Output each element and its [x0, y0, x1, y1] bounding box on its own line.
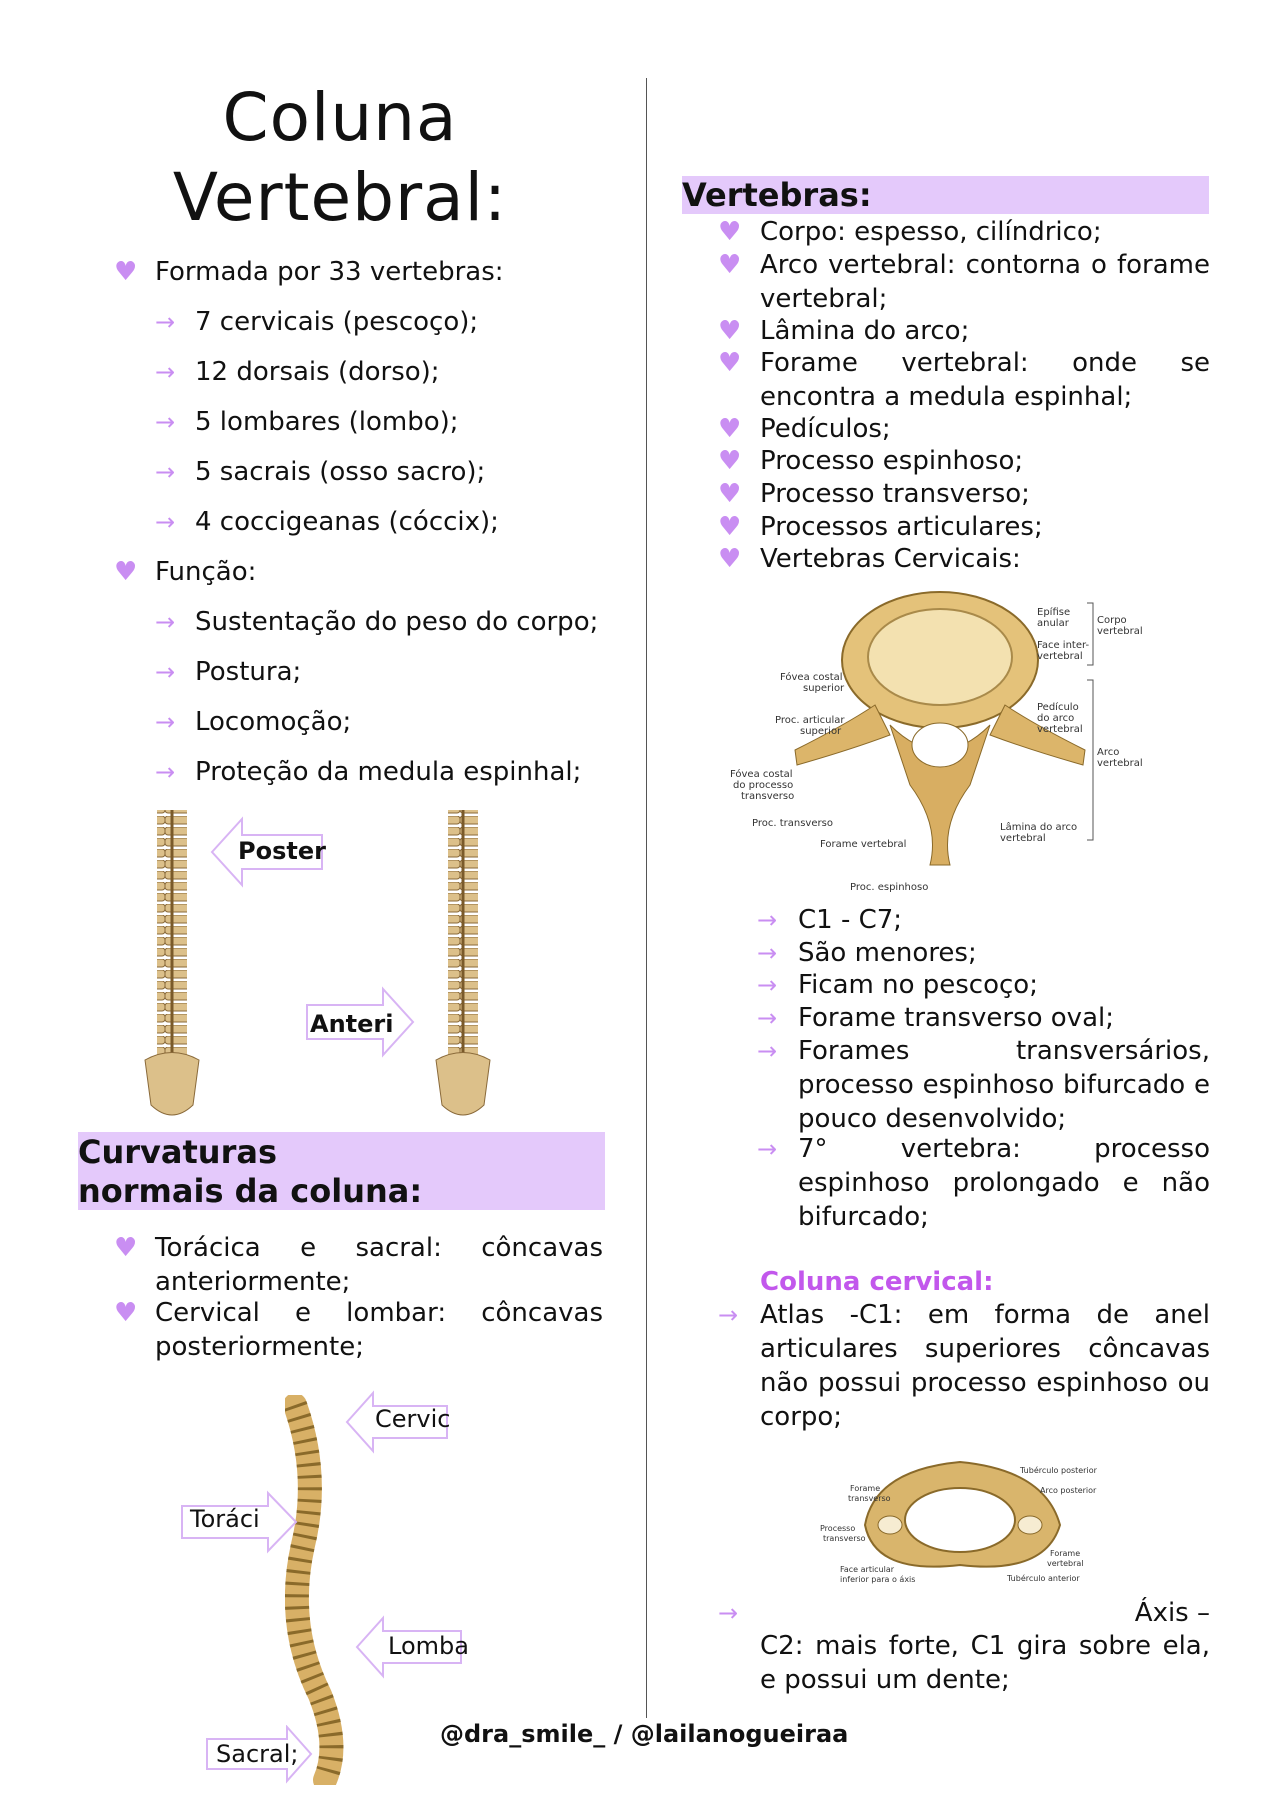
label-epifise: Epífise [1037, 607, 1071, 618]
list-item: Processos articulares; [760, 512, 1043, 542]
arrow-icon: → [757, 1004, 778, 1032]
label-do-arco: do arco [1037, 713, 1075, 724]
list-item: Arco vertebral: contorna o forame vertebral; [760, 250, 1210, 314]
label-processo: Processo [820, 1524, 856, 1533]
heart-icon: ♥ [718, 217, 742, 247]
heart-icon: ♥ [718, 348, 742, 378]
label-corpo-vertebral: vertebral [1097, 626, 1143, 637]
label-tuberculo-posterior: Tubérculo posterior [1020, 1466, 1097, 1475]
vertebras-header: Vertebras: [682, 176, 1209, 214]
formada-text: Formada por 33 vertebras: [155, 257, 504, 287]
arrow-icon: → [155, 508, 176, 536]
label-arco: Arco [1097, 747, 1120, 758]
arrow-icon: → [757, 906, 778, 934]
label-tuberculo-anterior: Tubérculo anterior [1007, 1574, 1080, 1583]
heart-icon: ♥ [114, 257, 138, 287]
label-processo-transverso: transverso [823, 1534, 866, 1543]
label-proc-articular: Proc. articular [775, 715, 845, 726]
list-item: 7° vertebra: processo espinhoso prolongado e não bifurcado; [798, 1134, 1210, 1232]
label-forame-v: Forame [1050, 1549, 1081, 1558]
label-do-processo: do processo [733, 780, 794, 791]
arrow-icon: → [155, 358, 176, 386]
heart-icon: ♥ [114, 1298, 138, 1328]
label-face-articular: Face articular [840, 1565, 895, 1574]
anteri-label: Anteri [310, 1010, 394, 1038]
arrow-icon: → [155, 758, 176, 786]
arrow-icon: → [757, 1135, 778, 1163]
label-forame: Forame [850, 1484, 881, 1493]
label-pediculo-vertebral: vertebral [1037, 724, 1083, 735]
list-item: Torácica e sacral: côncavas anteriormente; [155, 1233, 603, 1297]
vertebra-figure [725, 585, 1165, 905]
axis-title: Áxis – [1134, 1598, 1210, 1628]
arrow-icon: → [155, 458, 176, 486]
list-item: 5 lombares (lombo); [195, 407, 459, 437]
heart-icon: ♥ [718, 479, 742, 509]
list-item: São menores; [798, 938, 977, 968]
list-item: C1 - C7; [798, 905, 903, 935]
heart-icon: ♥ [718, 414, 742, 444]
list-item: Processo transverso; [760, 479, 1030, 509]
list-item: 12 dorsais (dorso); [195, 357, 440, 387]
atlas-figure [815, 1450, 1115, 1590]
list-item: Forame vertebral: onde se encontra a medula espinhal; [760, 348, 1210, 412]
label-face-inter: Face inter- [1037, 640, 1090, 651]
label-transverso: transverso [741, 791, 795, 802]
heart-icon: ♥ [718, 316, 742, 346]
list-item: Pedículos; [760, 414, 891, 444]
coluna-cervical-header: Coluna cervical: [760, 1267, 994, 1297]
heart-icon: ♥ [718, 250, 742, 280]
list-item: Ficam no pescoço; [798, 970, 1038, 1000]
label-anular: anular [1037, 618, 1069, 629]
curvaturas-header: Curvaturas normais da coluna: [78, 1132, 605, 1210]
label-vertebral: vertebral [1037, 651, 1083, 662]
page-title: Coluna Vertebral: [172, 79, 508, 236]
arrow-icon: → [155, 708, 176, 736]
list-item: Forame transverso oval; [798, 1003, 1114, 1033]
label-forame-vertebral: Forame vertebral [820, 839, 907, 850]
list-item: 7 cervicais (pescoço); [195, 307, 479, 337]
footer-credits: @dra_smile_ / @lailanogueiraa [440, 1720, 849, 1748]
label-fovea-costal: Fóvea costal [780, 672, 843, 683]
list-item: Vertebras Cervicais: [760, 544, 1021, 574]
label-proc-superior: superior [800, 726, 842, 737]
arrow-icon: → [757, 939, 778, 967]
arrow-icon: → [757, 1037, 778, 1065]
label-proc-espinhoso: Proc. espinhoso [850, 882, 929, 893]
toraci-label: Toráci [190, 1505, 260, 1533]
arrow-icon: → [718, 1599, 739, 1627]
arrow-icon: → [155, 658, 176, 686]
column-divider [646, 78, 647, 1718]
list-item: Lâmina do arco; [760, 316, 970, 346]
list-item: Postura; [195, 657, 302, 687]
heart-icon: ♥ [718, 512, 742, 542]
list-item: Sustentação do peso do corpo; [195, 607, 599, 637]
label-transverso: transverso [848, 1494, 891, 1503]
arrow-icon: → [718, 1301, 739, 1329]
lomba-label: Lomba [388, 1632, 469, 1660]
list-item: Proteção da medula espinhal; [195, 757, 582, 787]
label-arco-posterior: Arco posterior [1040, 1486, 1097, 1495]
heart-icon: ♥ [114, 557, 138, 587]
list-item: Locomoção; [195, 707, 352, 737]
list-item: Forames transversários, processo espinhoso bifurcado e pouco desenvolvido; [798, 1036, 1210, 1134]
arrow-icon: → [155, 408, 176, 436]
arrow-icon: → [155, 608, 176, 636]
cervic-label: Cervic [375, 1405, 451, 1433]
axis-text: C2: mais forte, C1 gira sobre ela, e possui um dente; [760, 1631, 1210, 1695]
label-corpo: Corpo [1097, 615, 1127, 626]
label-inferior-axis: inferior para o áxis [840, 1575, 916, 1584]
list-item: 4 coccigeanas (cóccix); [195, 507, 499, 537]
label-lamina: Lâmina do arco [1000, 822, 1078, 833]
label-forame-v-2: vertebral [1047, 1559, 1084, 1568]
poster-label: Poster [238, 837, 326, 865]
label-lamina-vertebral: vertebral [1000, 833, 1046, 844]
sacral-label: Sacral; [216, 1740, 299, 1768]
label-proc-transverso: Proc. transverso [752, 818, 833, 829]
arrow-icon: → [155, 308, 176, 336]
list-item: Corpo: espesso, cilíndrico; [760, 217, 1102, 247]
label-fovea-costal-2: Fóvea costal [730, 769, 793, 780]
label-superior: superior [803, 683, 845, 694]
label-arco-vertebra: vertebral [1097, 758, 1143, 769]
spine-anterior-figure [430, 805, 500, 1125]
heart-icon: ♥ [114, 1233, 138, 1263]
list-item: 5 sacrais (osso sacro); [195, 457, 486, 487]
heart-icon: ♥ [718, 446, 742, 476]
heart-icon: ♥ [718, 544, 742, 574]
atlas-text: Atlas -C1: em forma de anel articulares superiores côncavas não possui processo espinhoso ou corpo; [760, 1300, 1210, 1432]
arrow-icon: → [757, 971, 778, 999]
funcao-text: Função: [155, 557, 257, 587]
list-item: Cervical e lombar: côncavas posteriormente; [155, 1298, 603, 1362]
label-pediculo: Pedículo [1037, 702, 1079, 713]
list-item: Processo espinhoso; [760, 446, 1024, 476]
